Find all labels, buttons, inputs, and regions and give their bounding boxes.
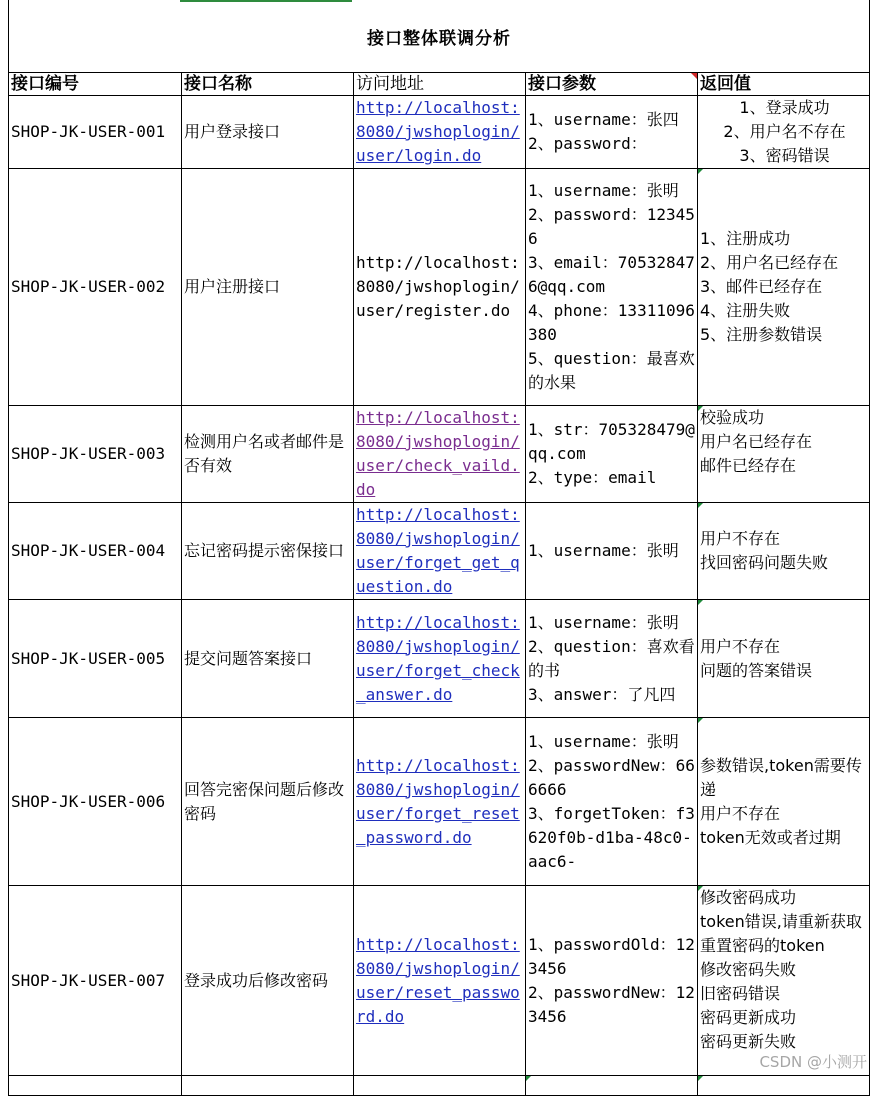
param-line: 1、username：张明 (528, 541, 679, 560)
url-link[interactable]: http://localhost:8080/jwshoplogin/user/reset_password.do (356, 934, 520, 1026)
cell-id[interactable]: SHOP-JK-USER-001 (9, 96, 182, 169)
cell-params[interactable] (526, 96, 698, 169)
cell-returns[interactable] (698, 886, 870, 1076)
cell-returns[interactable] (698, 718, 870, 886)
cell-returns[interactable] (698, 406, 870, 503)
return-line: token错误,请重新获取重置密码的token (700, 912, 862, 955)
return-line: 2、用户名已经存在 (700, 253, 839, 272)
return-line: 3、邮件已经存在 (700, 277, 823, 296)
return-line: 用户不存在 (700, 529, 781, 548)
cell-url[interactable] (354, 718, 526, 886)
cell-url[interactable] (354, 600, 526, 718)
return-line: 修改密码失败 (700, 960, 797, 979)
param-line: 1、username：张明 (528, 612, 679, 632)
table-row (9, 600, 870, 718)
cell-name[interactable]: 用户登录接口 (182, 96, 354, 169)
cell-name[interactable]: 登录成功后修改密码 (182, 886, 354, 1076)
cell-params[interactable] (526, 718, 698, 886)
cell-returns[interactable] (698, 600, 870, 718)
cell-params[interactable] (526, 886, 698, 1076)
return-line: 1、注册成功 (700, 229, 791, 248)
url-link[interactable]: http://localhost:8080/jwshoplogin/user/login.do (356, 98, 520, 165)
sheet-title: 接口整体联调分析 (367, 28, 511, 49)
cell-empty[interactable] (354, 1076, 526, 1096)
cell-params[interactable] (526, 600, 698, 718)
header-url[interactable]: 访问地址 (354, 73, 526, 96)
cell-params[interactable] (526, 169, 698, 406)
url-link[interactable]: http://localhost:8080/jwshoplogin/user/check_vaild.do (356, 408, 520, 499)
param-line: 3、forgetToken：f3620f0b-d1ba-48c0-aac6- (528, 803, 695, 871)
return-line: 校验成功 (700, 408, 765, 427)
watermark: CSDN @小测开 (759, 1053, 867, 1071)
return-line: 找回密码问题失败 (700, 553, 829, 572)
interface-table (8, 72, 870, 1096)
param-line: 2、password： (528, 134, 647, 153)
return-line: 参数错误,token需要传递 (700, 755, 862, 799)
table-row (9, 1076, 870, 1096)
cell-id[interactable]: SHOP-JK-USER-007 (9, 886, 182, 1076)
param-line: 2、question：喜欢看的书 (528, 636, 695, 680)
cell-id[interactable]: SHOP-JK-USER-005 (9, 600, 182, 718)
title-row (8, 0, 870, 72)
return-line: 1、登录成功 (739, 98, 830, 117)
return-line: 密码更新成功 (700, 1008, 797, 1027)
table-row (9, 169, 870, 406)
url-link[interactable]: http://localhost:8080/jwshoplogin/user/forget_check_answer.do (356, 612, 520, 704)
url-link[interactable]: http://localhost:8080/jwshoplogin/user/forget_get_question.do (356, 505, 520, 596)
cell-empty[interactable] (182, 1076, 354, 1096)
cell-returns[interactable] (698, 96, 870, 169)
return-line: 旧密码错误 (700, 984, 781, 1003)
cell-id[interactable]: SHOP-JK-USER-004 (9, 503, 182, 600)
header-row (9, 73, 870, 96)
return-line: 2、用户名不存在 (723, 122, 846, 141)
param-line: 4、phone：13311096380 (528, 301, 695, 344)
return-line: 4、注册失败 (700, 301, 791, 320)
cell-empty[interactable] (9, 1076, 182, 1096)
cell-id[interactable]: SHOP-JK-USER-003 (9, 406, 182, 503)
param-line: 1、username：张四 (528, 110, 679, 129)
return-line: 用户名已经存在 (700, 432, 813, 451)
cell-url[interactable] (354, 503, 526, 600)
cell-id[interactable]: SHOP-JK-USER-002 (9, 169, 182, 406)
return-line: 3、密码错误 (739, 146, 830, 165)
header-id[interactable]: 接口编号 (9, 73, 182, 96)
table-row (9, 406, 870, 503)
param-line: 1、str：705328479@qq.com (528, 420, 695, 463)
cell-name[interactable]: 用户注册接口 (182, 169, 354, 406)
return-line: 用户不存在 (700, 803, 781, 823)
param-line: 2、password：123456 (528, 205, 695, 248)
url-link[interactable]: http://localhost:8080/jwshoplogin/user/forget_reset_password.do (356, 755, 520, 847)
cell-url[interactable] (354, 406, 526, 503)
cell-name[interactable]: 提交问题答案接口 (182, 600, 354, 718)
return-line: 密码更新失败 (700, 1032, 797, 1051)
table-row (9, 718, 870, 886)
cell-name[interactable]: 检测用户名或者邮件是否有效 (182, 406, 354, 503)
return-line: token无效或者过期 (700, 827, 841, 847)
param-line: 5、question：最喜欢的水果 (528, 349, 695, 392)
return-line: 5、注册参数错误 (700, 325, 823, 344)
table-row (9, 96, 870, 169)
cell-url[interactable] (354, 96, 526, 169)
cell-url[interactable] (354, 169, 526, 406)
param-line: 2、passwordNew：123456 (528, 982, 695, 1026)
param-line: 1、username：张明 (528, 731, 679, 751)
cell-params[interactable] (526, 406, 698, 503)
cell-returns[interactable] (698, 169, 870, 406)
return-line: 用户不存在 (700, 636, 781, 656)
param-line: 3、email：705328476@qq.com (528, 253, 695, 296)
header-returns[interactable]: 返回值 (698, 73, 870, 96)
param-line: 1、passwordOld：123456 (528, 934, 695, 978)
cell-id[interactable]: SHOP-JK-USER-006 (9, 718, 182, 886)
param-line: 1、username：张明 (528, 181, 679, 200)
cell-params[interactable] (526, 503, 698, 600)
cell-returns[interactable] (698, 503, 870, 600)
cell-name[interactable]: 忘记密码提示密保接口 (182, 503, 354, 600)
param-line: 3、answer：了凡四 (528, 684, 676, 704)
header-name[interactable]: 接口名称 (182, 73, 354, 96)
url-text: http://localhost:8080/jwshoplogin/user/register.do (356, 253, 520, 320)
return-line: 修改密码成功 (700, 888, 797, 907)
cell-name[interactable]: 回答完密保问题后修改密码 (182, 718, 354, 886)
header-params[interactable]: 接口参数 (526, 73, 698, 96)
cell-empty[interactable] (526, 1076, 698, 1096)
cell-url[interactable] (354, 886, 526, 1076)
cell-empty[interactable] (698, 1076, 870, 1096)
return-line: 问题的答案错误 (700, 660, 813, 680)
return-line: 邮件已经存在 (700, 456, 797, 475)
table-row (9, 503, 870, 600)
param-line: 2、type：email (528, 468, 657, 487)
table-row (9, 886, 870, 1076)
param-line: 2、passwordNew：666666 (528, 755, 695, 799)
